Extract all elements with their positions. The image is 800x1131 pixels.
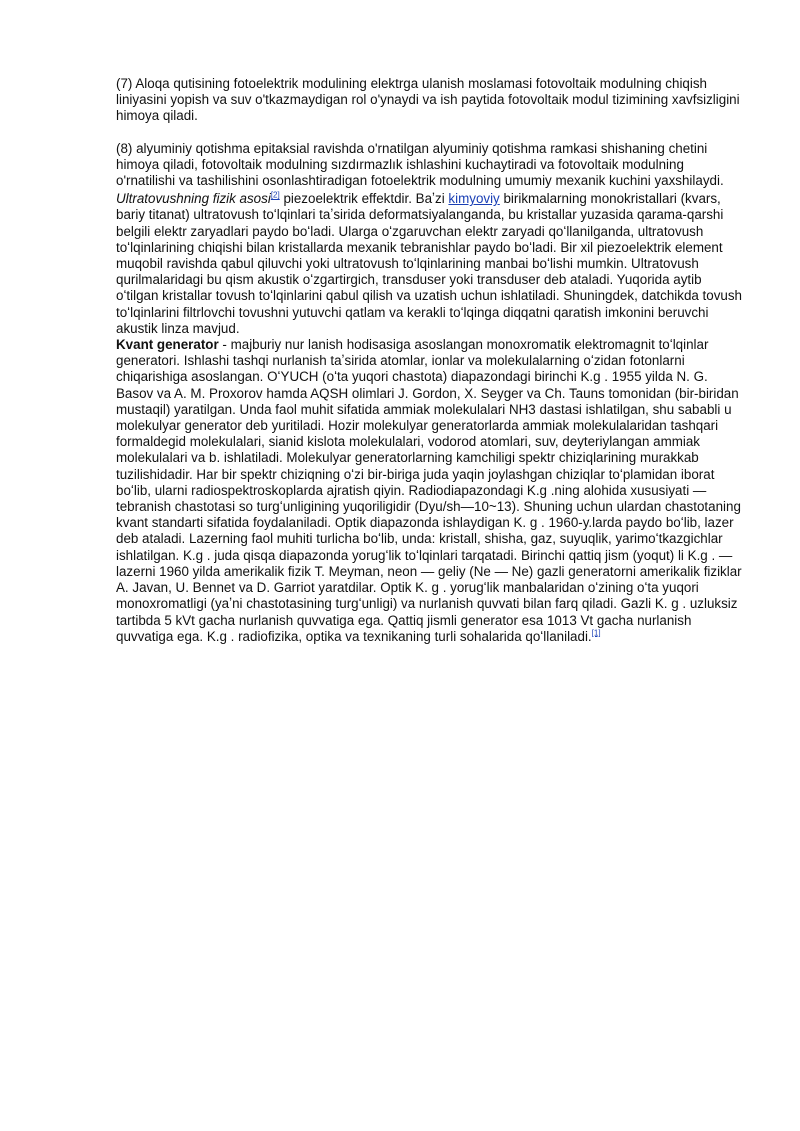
- ref-2-link[interactable]: [2]: [270, 190, 280, 200]
- ultratovush-title: Ultratovushning fizik asosi: [116, 191, 271, 207]
- paragraph-7: (7) Aloqa qutisining fotoelektrik modulining elektrga ulanish moslamasi fotovoltaik modulning chiqish liniyasini yopish va suv o'tkazmaydigan rol o'ynaydi va ish paytida fotovoltaik modul tizimining xavfsizligini himoya qiladi.: [116, 76, 740, 124]
- kimyoviy-link[interactable]: kimyoviy: [448, 191, 500, 207]
- ultratovush-text-after: birikmalarning monokristallari (kvars, bariy titanat) ultratovush toʻlqinlari taʼsirida deformatsiyalanganda, bu kristallar yuzasida qarama-qarshi belgili elektr zaryadlari paydo boʻladi. Ularga oʻzgaruvchan elektr zaryadi qoʻllanilganda, ultratovush toʻlqinlarining chiqishi bilan kristallarda mexanik tebranishlar paydo boʻladi. Bir xil piezoelektrik element muqobil ravishda qabul qiluvchi yoki ultratovush toʻlqinlarining manbai boʻlishi mumkin. Ultratovush qurilmalaridagi bu qism akustik oʻzgartirgich, transduser yoki transduser deb ataladi. Yuqorida aytib oʻtilgan kristallar tovush toʻlqinlarini qabul qilish va uzatish uchun ishlatiladi. Shuningdek, datchikda tovush toʻlqinlarini filtrlovchi tovushni yutuvchi qatlam va kerakli toʻlqinga diqqatni qaratish imkonini beruvchi akustik linza mavjud.: [116, 191, 743, 336]
- paragraph-8: (8) alyuminiy qotishma epitaksial ravishda o'rnatilgan alyuminiy qotishma ramkasi shishaning chetini himoya qiladi, fotovoltaik modulning sızdırmazlık ishlashini kuchaytiradi va fotovoltaik modulning o'rnatilishi va tashilishini osonlashtiradigan fotoelektrik modulning umumiy mexanik kuchini yaxshilaydi.: [116, 140, 724, 189]
- kvant-ref[interactable]: [592, 628, 601, 637]
- paragraph-kvant-generator: [116, 337, 744, 645]
- ultratovush-ref[interactable]: [271, 191, 280, 200]
- kvant-generator-title: Kvant generator: [116, 337, 219, 353]
- kvant-generator-text: - majburiy nur lanish hodisasiga asoslangan monoxromatik elektromagnit toʻlqinlar generatori. Ishlashi tashqi nurlanish taʼsirida atomlar, ionlar va molekulalarning oʻzidan fotonlarni chiqarishiga asoslangan. OʻYUCH (oʻta yuqori chastota) diapazondagi birinchi K.g . 1955 yilda N. G. Basov va A. M. Proxorov hamda AQSH olimlari J. Gordon, X. Seyger va Ch. Tauns tomonidan (bir-biridan mustaqil) yaratilgan. Unda faol muhit sifatida ammiak molekulalari NH3 dastasi ishlatilgan, shu sababli u molekulyar generator deb yuritiladi. Hozir molekulyar generatorlarda ammiak molekulalaridan tashqari formaldegid molekulalari, sianid kislota molekulalari, vodorod atomlari, suv, deyteriylangan ammiak molekulalari va b. ishlatiladi. Molekulyar generatorlarning kamchiligi spektr chiziqlarining murakkab tuzilishidadir. Har bir spektr chiziqning oʻzi bir-biriga juda yaqin joylashgan chiziqlar toʻplamidan iborat boʻlib, ularni radiospektroskoplarda ajratish qiyin. Radiodiapazondagi K.g .ning alohida xususiyati — tebranish chastotasi so turgʻunligining yuqoriligidir (Dyu/sh—10~13). Shuning uchun ulardan chastotaning kvant standarti sifatida foydalaniladi. Optik diapazonda ishlaydigan K. g . 1960-y.larda paydo boʻlib, lazer deb ataladi. Lazerning faol muhiti turlicha boʻlib, unda: kristall, shisha, gaz, suyuqlik, yarimoʻtkazgichlar ishlatilgan. K.g . juda qisqa diapazonda yorugʻlik toʻlqinlari tarqatadi. Birinchi qattiq jism (yoqut) li K.g . — lazerni 1960 yilda amerikalik fizik T. Meyman, neon — geliy (Ne — Ne) gazli generatorni amerikalik fiziklar A. Javan, U. Bennet va D. Garriot yaratdilar. Optik K. g . yorugʻlik manbalaridan oʻzining oʻta yuqori monoxromatligi (yaʼni chastotasining turgʻunligi) va nurlanish quvvati bilan farq qiladi. Gazli K. g . uzluksiz tartibda 5 kVt gacha nurlanish quvvatiga ega. Qattiq jismli generator esa 1013 Vt gacha nurlanish quvvatiga ega. K.g . radiofizika, optika va texnikaning turli sohalarida qoʻllaniladi.: [116, 337, 742, 644]
- ref-1-link[interactable]: [1]: [591, 628, 601, 638]
- paragraph-ultratovush: [116, 191, 744, 337]
- document-page: [116, 76, 744, 645]
- ultratovush-text-before: piezoelektrik effektdir. Baʼzi: [279, 191, 449, 207]
